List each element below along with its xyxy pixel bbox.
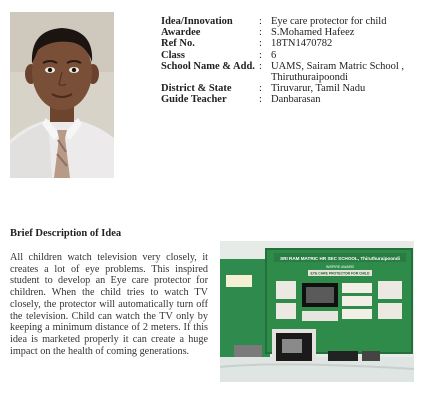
info-label: School Name & Add. xyxy=(161,60,255,72)
info-label: Awardee xyxy=(161,27,201,39)
info-value: 6 xyxy=(271,49,277,61)
info-colon: : xyxy=(259,49,262,61)
awardee-photo xyxy=(10,12,114,178)
info-colon: : xyxy=(259,83,262,95)
info-row-ref-no xyxy=(161,38,423,49)
info-label: Ref No. xyxy=(161,38,195,50)
info-value: Eye care protector for child xyxy=(271,16,387,27)
brief-description-text: All children watch television very closely, it creates a lot of eye problems. This inspired student to develop an Eye care protector for children. When the child tries to watch TV closely, the protector will automatically turn off the television. Child can watch the TV only by keeping a minimum distance of 2 meters. If this idea is marketed properly it can create a huge impact on the health of coming generations. xyxy=(10,252,208,357)
brief-description-heading: Brief Description of Idea xyxy=(10,228,122,239)
banner-project-title: EYE CARE PROTECTOR FOR CHILD xyxy=(310,271,370,276)
banner-subtitle: INSPIRE AWARD xyxy=(325,265,355,269)
info-colon xyxy=(259,72,271,83)
info-row-idea xyxy=(161,16,423,27)
info-value: Tiruvarur, Tamil Nadu xyxy=(271,83,366,95)
project-display-image xyxy=(220,241,414,382)
info-label xyxy=(161,72,259,83)
project-photo xyxy=(220,241,414,382)
info-row-class xyxy=(161,50,423,61)
info-label: District & State xyxy=(161,83,232,95)
info-row-guide-teacher xyxy=(161,94,423,105)
banner-title: SRI RAM MATRIC HR SEC SCHOOL, Thiruthuraipoondi xyxy=(280,256,400,261)
info-colon: : xyxy=(259,27,262,39)
info-colon: : xyxy=(259,38,262,50)
info-value: Danbarasan xyxy=(271,94,321,106)
awardee-portrait-image xyxy=(10,12,114,178)
info-label: Guide Teacher xyxy=(161,94,227,106)
info-row-school-continued xyxy=(161,72,423,83)
info-colon: : xyxy=(259,16,262,27)
awardee-info-table xyxy=(161,16,423,106)
info-row-awardee xyxy=(161,27,423,38)
info-label: Idea/Innovation xyxy=(161,16,233,27)
info-value: Thiruthuraipoondi xyxy=(271,72,348,84)
info-value: UAMS, Sairam Matric School , xyxy=(271,60,404,72)
info-label: Class xyxy=(161,49,185,61)
info-value: S.Mohamed Hafeez xyxy=(271,27,355,39)
info-colon: : xyxy=(259,94,262,106)
info-colon: : xyxy=(259,60,262,72)
info-row-district xyxy=(161,83,423,94)
info-value: 18TN1470782 xyxy=(271,38,333,50)
info-row-school xyxy=(161,61,423,72)
